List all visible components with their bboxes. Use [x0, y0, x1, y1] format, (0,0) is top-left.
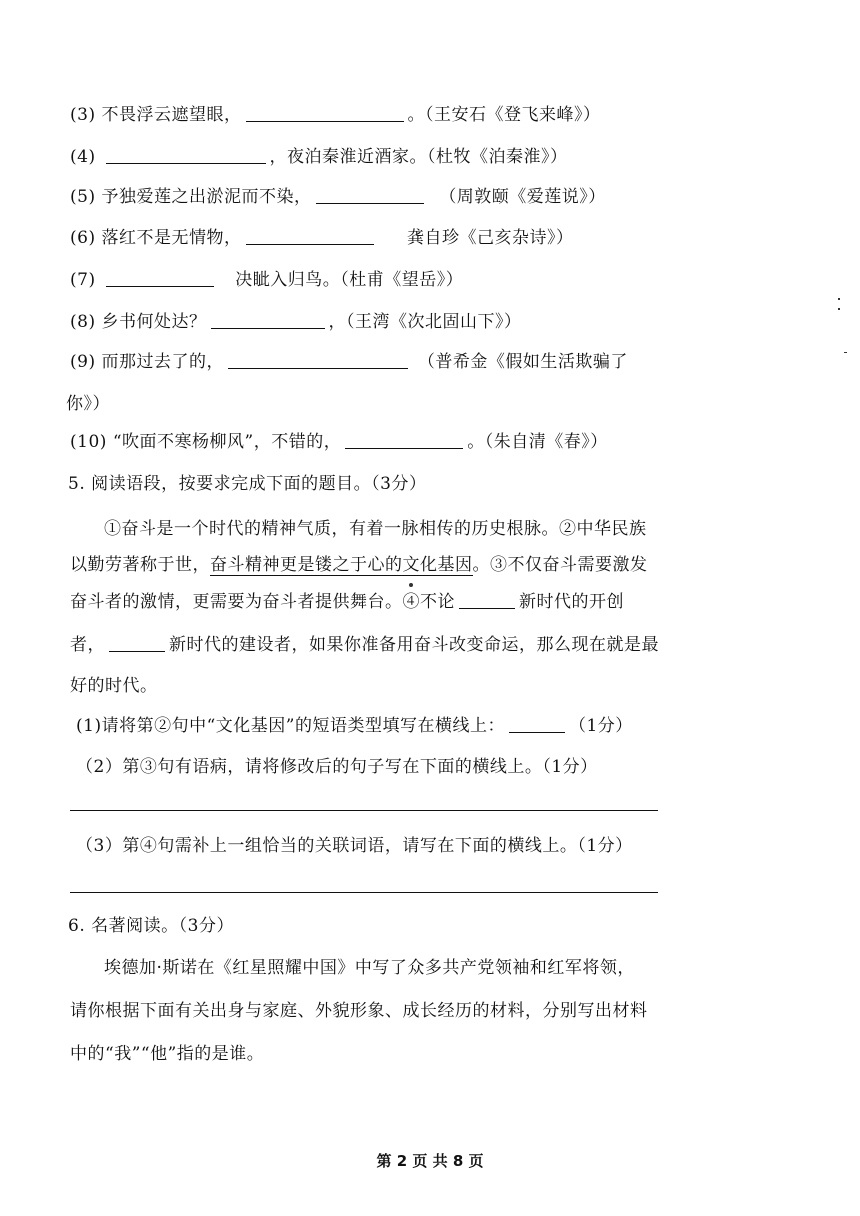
passage-text: 以勤劳著称于世， — [70, 555, 210, 575]
poem-number: (9) — [70, 352, 96, 372]
answer-blank[interactable] — [211, 312, 325, 329]
poem-line-6 — [70, 226, 574, 250]
q5-passage-line-1: ①奋斗是一个时代的精神气质，有着一脉相传的历史根脉。②中华民族 — [104, 519, 647, 539]
scan-speck — [838, 298, 840, 300]
poem-number: (10) — [70, 432, 107, 452]
q6-title: 6. 名著阅读。（3分） — [68, 916, 234, 936]
answer-line[interactable] — [70, 810, 658, 811]
answer-blank[interactable] — [106, 270, 214, 287]
poem-line-3 — [70, 103, 601, 127]
poem-number: (8) — [70, 312, 96, 332]
poem-line-10 — [70, 430, 608, 454]
answer-blank[interactable] — [246, 105, 404, 122]
poem-line-9 — [70, 350, 628, 374]
poem-source: 你》） — [66, 394, 110, 414]
q6-passage-line-1: 埃德加·斯诺在《红星照耀中国》中写了众多共产党领袖和红军将领， — [104, 958, 635, 978]
poem-text: 而那过去了的， — [101, 352, 224, 372]
q5-sub-2: （2）第③句有语病，请将修改后的句子写在下面的横线上。（1分） — [76, 757, 598, 777]
poem-line-9-cont — [66, 392, 110, 416]
poem-line-4 — [70, 145, 568, 169]
q5-sub-3: （3）第④句需补上一组恰当的关联词语，请写在下面的横线上。（1分） — [76, 836, 633, 856]
question-text: (1)请将第②句中“文化基因”的短语类型填写在横线上： — [76, 716, 505, 736]
scan-speck — [844, 352, 847, 353]
passage-text: 新时代的建设者，如果你准备用奋斗改变命运，那么现在就是最 — [169, 635, 659, 655]
poem-source: （周敦颐《爱莲说》） — [439, 187, 606, 207]
poem-source: ，夜泊秦淮近酒家。（杜牧《泊秦淮》） — [269, 147, 568, 167]
q5-sub-1 — [76, 714, 633, 738]
poem-source: 。（王安石《登飞来峰》） — [407, 105, 601, 125]
scan-speck — [409, 583, 413, 587]
q5-passage-line-3 — [70, 590, 624, 614]
poem-source: ，（王湾《次北固山下》） — [328, 312, 522, 332]
poem-text: 予独爱莲之出淤泥而不染， — [101, 187, 312, 207]
q5-passage-line-5: 好的时代。 — [70, 676, 158, 696]
answer-line[interactable] — [70, 892, 658, 893]
passage-text: 者， — [70, 635, 105, 655]
answer-blank[interactable] — [228, 352, 408, 369]
q6-passage-line-2: 请你根据下面有关出身与家庭、外貌形象、成长经历的材料，分别写出材料 — [70, 1001, 648, 1021]
answer-blank[interactable] — [509, 716, 565, 733]
poem-source: 决眦入归鸟。（杜甫《望岳》） — [235, 270, 464, 290]
q5-passage-line-4 — [70, 633, 659, 657]
underlined-sentence: 奋斗精神更是镂之于心的文化基因 — [210, 555, 473, 575]
poem-source: 。（朱自清《春》） — [467, 432, 608, 452]
passage-text: 新时代的开创 — [519, 592, 624, 612]
scan-speck — [838, 308, 840, 310]
answer-blank[interactable] — [459, 592, 515, 609]
poem-number: (5) — [70, 187, 96, 207]
passage-text: 。③不仅奋斗需要激发 — [472, 555, 648, 575]
answer-blank[interactable] — [246, 228, 374, 245]
answer-blank[interactable] — [109, 635, 165, 652]
poem-line-5 — [70, 185, 606, 209]
poem-source: （普希金《假如生活欺骗了 — [417, 352, 628, 372]
poem-text: “吹面不寒杨柳风”，不错的， — [112, 432, 342, 452]
poem-number: (4) — [70, 147, 96, 167]
poem-line-8 — [70, 310, 522, 334]
answer-blank[interactable] — [106, 147, 266, 164]
poem-number: (3) — [70, 105, 96, 125]
poem-number: (6) — [70, 228, 96, 248]
poem-number: (7) — [70, 270, 96, 290]
poem-text: 乡书何处达？ — [101, 312, 207, 332]
answer-blank[interactable] — [345, 432, 463, 449]
poem-text: 落红不是无情物， — [101, 228, 242, 248]
page-footer: 第 2 页 共 8 页 — [376, 1152, 484, 1170]
q6-passage-line-3: 中的“我”“他”指的是谁。 — [70, 1044, 265, 1064]
q5-title: 5. 阅读语段，按要求完成下面的题目。（3分） — [68, 474, 427, 494]
poem-source: 龚自珍《己亥杂诗》） — [407, 228, 574, 248]
poem-text: 不畏浮云遮望眼， — [101, 105, 242, 125]
answer-blank[interactable] — [316, 187, 424, 204]
question-score: （1分） — [568, 716, 633, 736]
q5-passage-line-2 — [70, 553, 648, 577]
poem-line-7 — [70, 268, 463, 292]
passage-text: 奋斗者的激情，更需要为奋斗者提供舞台。④不论 — [70, 592, 455, 612]
